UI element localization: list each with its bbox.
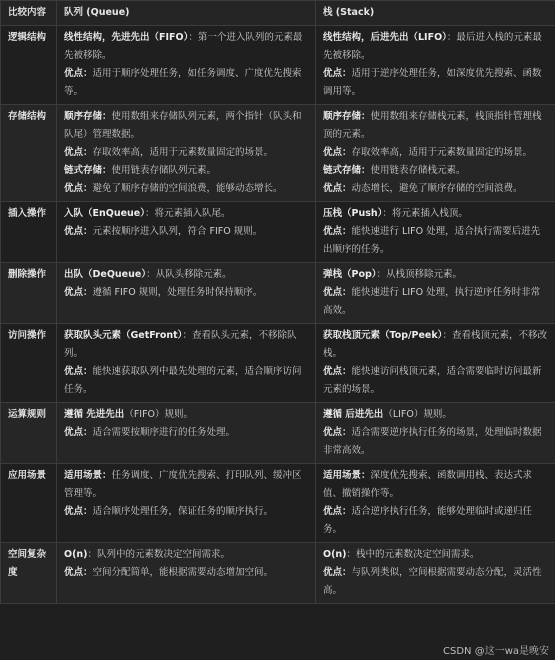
cell-body-text: 避免了顺序存储的空间浪费，能够动态增长。 bbox=[92, 183, 283, 194]
cell-line bbox=[323, 180, 548, 198]
cell-body-text: ：第一个进入队列的元素最先被移除。 bbox=[64, 32, 303, 61]
cell-line bbox=[64, 564, 308, 582]
cell-line bbox=[323, 424, 548, 460]
cell-body-text: 使用数组来存储栈元素，栈顶指针管理栈顶的元素。 bbox=[323, 111, 542, 140]
cell-key-text: 优点： bbox=[323, 427, 352, 438]
cell-key-text: 链式存储： bbox=[323, 165, 371, 176]
cell-body-text: ：从队头移除元素。 bbox=[146, 269, 232, 280]
cell-body-text: ：将元素插入栈顶。 bbox=[382, 208, 468, 219]
cell-body-text: 存取效率高，适用于元素数量固定的场景。 bbox=[92, 147, 274, 158]
cell-key-text: 线性结构，先进先出（FIFO） bbox=[64, 32, 189, 43]
cell-body-text: ：队列中的元素数决定空间需求。 bbox=[87, 549, 231, 560]
stack-cell bbox=[316, 403, 555, 464]
cell-line bbox=[64, 546, 308, 564]
cell-line bbox=[64, 65, 308, 101]
cell-body-text: 与队列类似，空间根据需要动态分配，灵活性高。 bbox=[323, 567, 542, 596]
cell-body-text: 存取效率高，适用于元素数量固定的场景。 bbox=[351, 147, 533, 158]
cell-line bbox=[64, 467, 308, 503]
cell-key-text: 优点： bbox=[323, 506, 352, 517]
cell-line bbox=[323, 223, 548, 259]
cell-key-text: O(n) bbox=[323, 549, 347, 560]
cell-body-text: 适合顺序处理任务，保证任务的顺序执行。 bbox=[92, 506, 274, 517]
queue-cell bbox=[57, 543, 316, 604]
cell-key-text: 遵循 先进先出 bbox=[64, 409, 125, 420]
cell-key-text: 顺序存储： bbox=[64, 111, 112, 122]
cell-body-text: 适合需要逆序执行任务的场景，处理临时数据非常高效。 bbox=[323, 427, 542, 456]
cell-body-text: 使用链表存储栈元素。 bbox=[370, 165, 466, 176]
cell-key-text: 线性结构，后进先出（LIFO） bbox=[323, 32, 447, 43]
cell-body-text: ：将元素插入队尾。 bbox=[145, 208, 231, 219]
cell-key-text: 获取栈顶元素（Top/Peek） bbox=[323, 330, 443, 341]
cell-key-text: 优点： bbox=[64, 427, 93, 438]
cell-key-text: 优点： bbox=[323, 567, 352, 578]
cell-line bbox=[323, 363, 548, 399]
cell-key-text: 优点： bbox=[64, 287, 93, 298]
cell-line bbox=[64, 144, 308, 162]
cell-body-text: （LIFO）规则。 bbox=[383, 409, 452, 420]
cell-body-text: 适合需要按顺序进行的任务处理。 bbox=[92, 427, 236, 438]
queue-cell bbox=[57, 105, 316, 202]
cell-body-text: 适用于顺序处理任务，如任务调度、广度优先搜索等。 bbox=[64, 68, 302, 97]
cell-line bbox=[323, 406, 548, 424]
cell-key-text: 优点： bbox=[323, 366, 352, 377]
cell-key-text: 优点： bbox=[64, 183, 93, 194]
header-compare-content: 比较内容 bbox=[1, 1, 57, 26]
row-label: 插入操作 bbox=[1, 202, 57, 263]
table-row bbox=[1, 324, 555, 403]
cell-body-text: 使用数组来存储队列元素，两个指针（队头和队尾）管理数据。 bbox=[64, 111, 302, 140]
cell-body-text: 遵循 FIFO 规则，处理任务时保持顺序。 bbox=[92, 287, 263, 298]
cell-line bbox=[323, 266, 548, 284]
cell-line bbox=[323, 546, 548, 564]
table-row bbox=[1, 464, 555, 543]
cell-key-text: 链式存储： bbox=[64, 165, 112, 176]
header-row bbox=[1, 1, 555, 26]
cell-key-text: 顺序存储： bbox=[323, 111, 371, 122]
queue-cell bbox=[57, 202, 316, 263]
cell-body-text: 能快速获取队列中最先处理的元素，适合顺序访问任务。 bbox=[64, 366, 302, 395]
queue-cell bbox=[57, 263, 316, 324]
table-row bbox=[1, 403, 555, 464]
cell-body-text: ：从栈顶移除元素。 bbox=[376, 269, 463, 280]
cell-line bbox=[323, 108, 548, 144]
cell-line bbox=[323, 205, 548, 223]
row-label: 空间复杂度 bbox=[1, 543, 57, 604]
cell-body-text: 任务调度、广度优先搜索、打印队列、缓冲区管理等。 bbox=[64, 470, 302, 499]
cell-key-text: 出队（DeQueue） bbox=[64, 269, 147, 280]
cell-line bbox=[323, 144, 548, 162]
stack-cell bbox=[316, 263, 555, 324]
stack-cell bbox=[316, 105, 555, 202]
cell-key-text: 优点： bbox=[64, 147, 93, 158]
cell-body-text: 适用于逆序处理任务，如深度优先搜索、函数调用等。 bbox=[323, 68, 542, 97]
cell-body-text: ：栈中的元素数决定空间需求。 bbox=[346, 549, 480, 560]
stack-cell bbox=[316, 26, 555, 105]
cell-key-text: 获取队头元素（GetFront） bbox=[64, 330, 183, 341]
cell-key-text: 优点： bbox=[64, 226, 93, 237]
cell-line bbox=[64, 180, 308, 198]
cell-body-text: ：最后进入栈的元素最先被移除。 bbox=[323, 32, 542, 61]
cell-line bbox=[323, 503, 548, 539]
table-row bbox=[1, 543, 555, 604]
cell-line bbox=[323, 564, 548, 600]
cell-key-text: 优点： bbox=[64, 567, 93, 578]
cell-line bbox=[323, 162, 548, 180]
row-label: 删除操作 bbox=[1, 263, 57, 324]
cell-body-text: ：查看栈顶元素，不移改栈。 bbox=[323, 330, 547, 359]
cell-body-text: ：查看队头元素，不移除队列。 bbox=[64, 330, 297, 359]
cell-line bbox=[64, 266, 308, 284]
cell-body-text: （FIFO）规则。 bbox=[124, 409, 194, 420]
cell-key-text: 优点： bbox=[323, 226, 352, 237]
cell-key-text: 弹栈（Pop） bbox=[323, 269, 377, 280]
stack-cell bbox=[316, 464, 555, 543]
watermark: CSDN @这一wa是晚安 bbox=[443, 646, 549, 657]
stack-cell bbox=[316, 202, 555, 263]
cell-key-text: 优点： bbox=[323, 68, 352, 79]
cell-line bbox=[64, 205, 308, 223]
queue-cell bbox=[57, 464, 316, 543]
stack-cell bbox=[316, 324, 555, 403]
cell-key-text: 优点： bbox=[323, 183, 352, 194]
cell-key-text: 入队（EnQueue） bbox=[64, 208, 145, 219]
cell-body-text: 能快速进行 LIFO 处理，执行逆序任务时非常高效。 bbox=[323, 287, 541, 316]
cell-line bbox=[323, 467, 548, 503]
cell-body-text: 能快速访问栈顶元素，适合需要临时访问最新元素的场景。 bbox=[323, 366, 542, 395]
table-row bbox=[1, 202, 555, 263]
table-row bbox=[1, 26, 555, 105]
queue-cell bbox=[57, 26, 316, 105]
cell-line bbox=[64, 29, 308, 65]
row-label: 应用场景 bbox=[1, 464, 57, 543]
cell-line bbox=[323, 327, 548, 363]
header-stack: 栈 (Stack) bbox=[316, 1, 555, 26]
row-label: 访问操作 bbox=[1, 324, 57, 403]
cell-body-text: 能快速进行 LIFO 处理，适合执行需要后进先出顺序的任务。 bbox=[323, 226, 541, 255]
cell-line bbox=[64, 503, 308, 521]
table-row bbox=[1, 263, 555, 324]
cell-line bbox=[64, 223, 308, 241]
cell-key-text: 适用场景： bbox=[64, 470, 112, 481]
cell-line bbox=[323, 65, 548, 101]
cell-line bbox=[64, 327, 308, 363]
cell-line bbox=[64, 284, 308, 302]
cell-line bbox=[323, 29, 548, 65]
cell-key-text: 优点： bbox=[323, 287, 352, 298]
row-label: 存储结构 bbox=[1, 105, 57, 202]
cell-key-text: O(n) bbox=[64, 549, 88, 560]
cell-key-text: 优点： bbox=[323, 147, 352, 158]
stack-cell bbox=[316, 543, 555, 604]
cell-key-text: 压栈（Push） bbox=[323, 208, 383, 219]
header-queue: 队列 (Queue) bbox=[57, 1, 316, 26]
cell-key-text: 优点： bbox=[64, 366, 93, 377]
table-row bbox=[1, 105, 555, 202]
cell-body-text: 使用链表存储队列元素。 bbox=[111, 165, 217, 176]
cell-body-text: 元素按顺序进入队列，符合 FIFO 规则。 bbox=[92, 226, 263, 237]
cell-body-text: 空间分配简单，能根据需要动态增加空间。 bbox=[92, 567, 274, 578]
cell-line bbox=[64, 424, 308, 442]
queue-cell bbox=[57, 324, 316, 403]
cell-line bbox=[323, 284, 548, 320]
cell-key-text: 优点： bbox=[64, 68, 93, 79]
cell-key-text: 遵循 后进先出 bbox=[323, 409, 384, 420]
cell-body-text: 深度优先搜索、函数调用栈、表达式求值、撤销操作等。 bbox=[323, 470, 533, 499]
cell-body-text: 适合逆序执行任务，能够处理临时或递归任务。 bbox=[323, 506, 533, 535]
cell-key-text: 优点： bbox=[64, 506, 93, 517]
cell-line bbox=[64, 108, 308, 144]
cell-body-text: 动态增长，避免了顺序存储的空间浪费。 bbox=[351, 183, 523, 194]
cell-key-text: 适用场景： bbox=[323, 470, 371, 481]
row-label: 逻辑结构 bbox=[1, 26, 57, 105]
cell-line bbox=[64, 363, 308, 399]
queue-cell bbox=[57, 403, 316, 464]
cell-line bbox=[64, 162, 308, 180]
row-label: 运算规则 bbox=[1, 403, 57, 464]
cell-line bbox=[64, 406, 308, 424]
